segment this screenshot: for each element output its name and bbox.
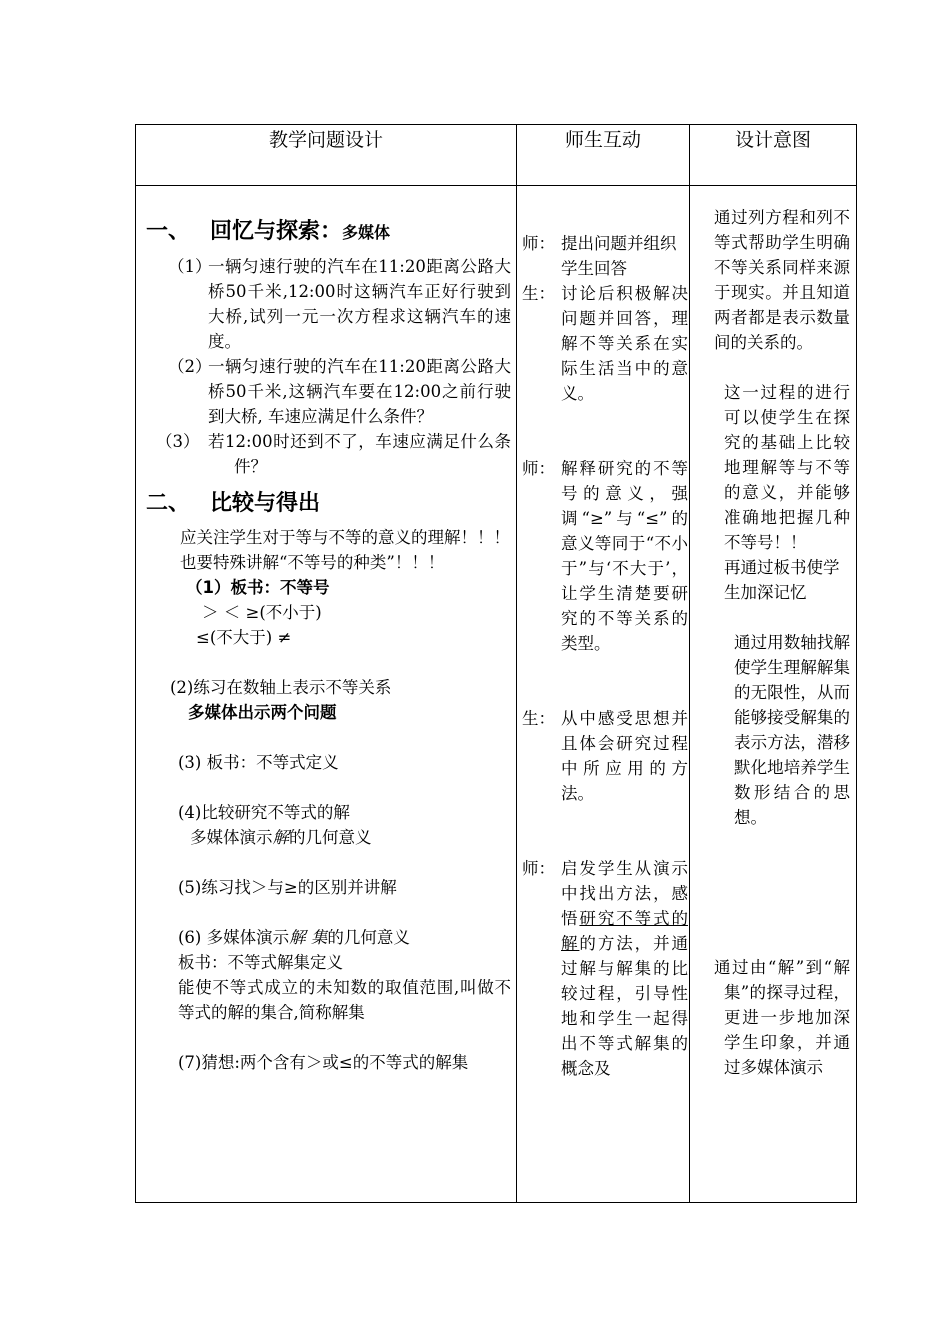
section-2-title: 比较与得出: [210, 491, 321, 516]
practice-5: (5)练习找＞与≥的区别并讲解: [178, 878, 397, 897]
teaching-design-column: [146, 215, 511, 1075]
lesson-plan-table: [135, 124, 857, 1203]
section-2-heading: [146, 487, 511, 521]
header-design-intent: 设计意图: [734, 129, 811, 151]
role-teacher: 师：: [522, 234, 555, 253]
interaction-3: [522, 456, 688, 656]
header-interaction: 师生互动: [564, 129, 641, 151]
interaction-1-text: 提出问题并组织学生回答: [561, 234, 677, 278]
intent-5: 通过由“解”到“解集”的探寻过程，更进一步地加深学生印象，并通过多媒体演示: [714, 958, 850, 1077]
media-4-text-b: 的几何意义: [289, 828, 372, 847]
media-2: 多媒体出示两个问题: [188, 703, 337, 722]
section-1-number: 一、: [146, 219, 191, 244]
media-6-emphasis: 解 集: [289, 928, 328, 947]
interaction-5-underlined: 研究不等式的解: [561, 909, 689, 953]
column-divider-2: [689, 125, 690, 1202]
role-teacher: 师：: [522, 459, 555, 478]
interaction-4-text: 从中感受思想并且体会研究过程中所应用的方法。: [561, 709, 688, 803]
question-1-text: 一辆匀速行驶的汽车在11:20距离公路大桥50千米,12:00时这辆汽车正好行驶到大桥,试列一元一次方程求这辆汽车的速度。: [208, 257, 511, 351]
board-note-6: 板书：不等式解集定义: [178, 953, 343, 972]
question-2-text: 一辆匀速行驶的汽车在11:20距离公路大桥50千米,这辆汽车要在12:00之前行驶到大桥, 车速应满足什么条件？: [208, 357, 511, 426]
compare-4: (4)比较研究不等式的解: [178, 803, 350, 822]
interaction-column: [522, 231, 688, 1081]
question-2-label: （2）: [168, 357, 212, 376]
guess-7: (7)猜想:两个含有＞或≤的不等式的解集: [178, 1053, 469, 1072]
column-divider-1: [516, 125, 517, 1202]
media-6-text-b: 的几何意义: [327, 928, 410, 947]
interaction-3-text: 解释研究的不等号的意义，强调“≥”与“≤”的意义等同于“不小于”与‘不大于’，让学生清楚要研究的不等关系的类型。: [561, 459, 688, 653]
header-teaching-design: 教学问题设计: [268, 129, 383, 151]
interaction-1: [522, 231, 688, 281]
media-4-text-a: 多媒体演示: [190, 828, 273, 847]
board-note-3: (3) 板书：不等式定义: [178, 753, 339, 772]
media-6-text-a: (6) 多媒体演示: [178, 928, 290, 947]
interaction-5: [522, 856, 688, 1081]
section-1-media: 多媒体: [342, 223, 391, 242]
role-student: 生：: [522, 709, 555, 728]
inequality-symbols-2: ≤(不大于) ≠: [196, 628, 292, 647]
board-note-1: （1）板书：不等号: [186, 578, 330, 597]
section-1-title: 回忆与探索：: [210, 219, 343, 244]
interaction-2-text: 讨论后积极解决问题并回答，理解不等关系在实际生活当中的意义。: [561, 284, 688, 403]
section-1-heading: [146, 215, 511, 250]
question-1: [146, 254, 511, 354]
media-6: [146, 925, 511, 950]
design-intent-column: [714, 205, 850, 1080]
question-3-text: 若12:00时还到不了，车速应满足什么条件？: [208, 432, 511, 476]
question-3: [146, 429, 511, 479]
header-divider: [136, 185, 856, 186]
question-1-label: （1）: [168, 257, 212, 276]
media-4-emphasis: 解: [272, 828, 289, 847]
interaction-5-text-a: 启发学生从演示中找出方法，感悟: [561, 859, 688, 928]
intent-2: 这一过程的进行可以使学生在探究的基础上比较地理解等与不等的意义，并能够准确地把握几种不等号！！: [724, 383, 850, 552]
solution-set-definition: 能使不等式成立的未知数的取值范围,叫做不等式的解的集合,简称解集: [178, 978, 511, 1022]
intent-4: 通过用数轴找解使学生理解解集的无限性，从而能够接受解集的表示方法，潜移默化地培养学生数形结合的思想。: [734, 633, 850, 827]
inequality-symbols-1: ＞ ＜ ≥(不小于): [202, 603, 322, 622]
interaction-5-text: [561, 859, 688, 1078]
media-4: [146, 825, 511, 850]
interaction-4: [522, 706, 688, 806]
interaction-5-text-b: 的方法，并通过解与解集的比较过程，引导性地和学生一起得出不等式解集的概念及: [561, 934, 689, 1078]
teaching-note: 应关注学生对于等与不等的意义的理解！！！也要特殊讲解“不等号的种类”！！！: [180, 528, 510, 572]
intent-3: 再通过板书使学生加深记忆: [724, 558, 840, 602]
role-student: 生：: [522, 284, 555, 303]
question-3-label: （3）: [156, 432, 200, 451]
interaction-2: [522, 281, 688, 406]
section-2-number: 二、: [146, 491, 191, 516]
intent-1: 通过列方程和列不等式帮助学生明确不等关系同样来源于现实。并且知道两者都是表示数量间的关系的。: [714, 208, 850, 352]
question-2: [146, 354, 511, 429]
practice-2: (2)练习在数轴上表示不等关系: [170, 678, 392, 697]
role-teacher: 师：: [522, 859, 555, 878]
